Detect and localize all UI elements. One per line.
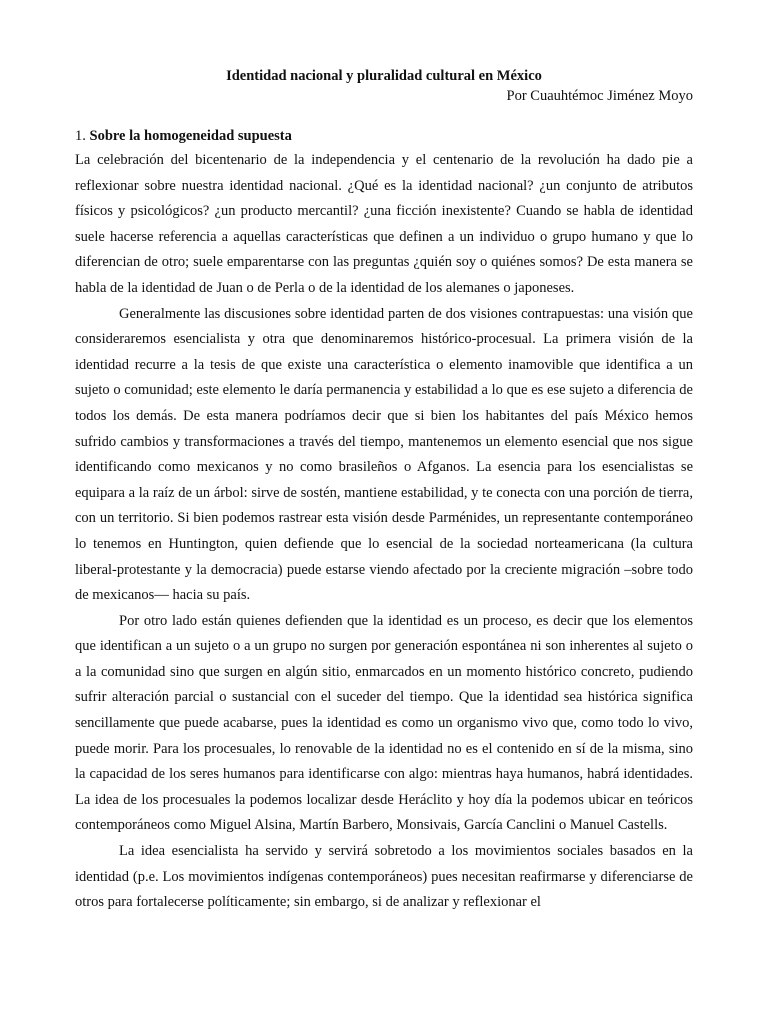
document-author: Por Cuauhtémoc Jiménez Moyo <box>506 88 693 104</box>
body-paragraph-2: Generalmente las discusiones sobre identidad parten de dos visiones contrapuestas: una visión que consideraremos esencialista y otra que denominaremos histórico-procesual. La primera visión de la identidad recurre a la tesis de que existe una característica o elemento inamovible que identifica a un sujeto o comunidad; este elemento le daría permanencia y estabilidad a lo que es ese sujeto a diferencia de todos los demás. De esta manera podríamos decir que si bien los habitantes del país México hemos sufrido cambios y transformaciones a través del tiempo, mantenemos un elemento esencial que nos sigue identificando como mexicanos y no como brasileños o Afganos. La esencia para los esencialistas se equipara a la raíz de un árbol: sirve de sostén, mantiene estabilidad, y te conecta con una porción de tierra, con un territorio. Si bien podemos rastrear esta visión desde Parménides, un representante contemporáneo lo tenemos en Huntington, quien defiende que lo esencial de la sociedad norteamericana (la cultura liberal-protestante y la democracia) puede estarse viendo afectado por la creciente migración –sobre todo de mexicanos— hacia su país. <box>75 305 693 604</box>
document-title: Identidad nacional y pluralidad cultural en México <box>226 68 542 84</box>
body-paragraph-1: La celebración del bicentenario de la independencia y el centenario de la revolución ha dado pie a reflexionar sobre nuestra identidad nacional. ¿Qué es la identidad nacional? ¿un conjunto de atributos físicos y psicológicos? ¿un producto mercantil? ¿una ficción inexistente? Cuando se habla de identidad suele hacerse referencia a aquellas características que definen a un individuo o grupo humano y que lo diferencian de otro; suele emparentarse con las preguntas ¿quién soy o quiénes somos? De esta manera se habla de la identidad de Juan o de Perla o de la identidad de los alemanes o japoneses. <box>75 152 693 296</box>
body-paragraph-3: Por otro lado están quienes defienden que la identidad es un proceso, es decir que los elementos que identifican a un sujeto o a un grupo no surgen por generación espontánea ni son inherentes al sujeto o a la comunidad sino que surgen en algún sitio, enmarcados en un momento histórico concreto, pudiendo sufrir alteración parcial o sustancial con el suceder del tiempo. Que la identidad sea histórica significa sencillamente que puede acabarse, pues la identidad es como un organismo vivo que, como todo lo vivo, puede morir. Para los procesuales, lo renovable de la identidad no es el contenido en sí de la misma, sino la capacidad de los seres humanos para identificarse con algo: mientras haya humanos, habrá identidades. La idea de los procesuales la podemos localizar desde Heráclito y hoy día la podemos ubicar en teóricos contemporáneos como Miguel Alsina, Martín Barbero, Monsivais, García Canclini o Manuel Castells. <box>75 612 693 834</box>
body-paragraph-4: La idea esencialista ha servido y servirá sobretodo a los movimientos sociales basados en la identidad (p.e. Los movimientos indígenas contemporáneos) pues necesitan reafirmarse y diferenciarse de otros para fortalecerse políticamente; sin embargo, si de analizar y reflexionar el <box>75 843 693 911</box>
section-heading-text: Sobre la homogeneidad supuesta <box>89 128 292 144</box>
document-body <box>75 148 693 916</box>
section-heading <box>75 126 292 146</box>
section-number: 1. <box>75 128 86 144</box>
